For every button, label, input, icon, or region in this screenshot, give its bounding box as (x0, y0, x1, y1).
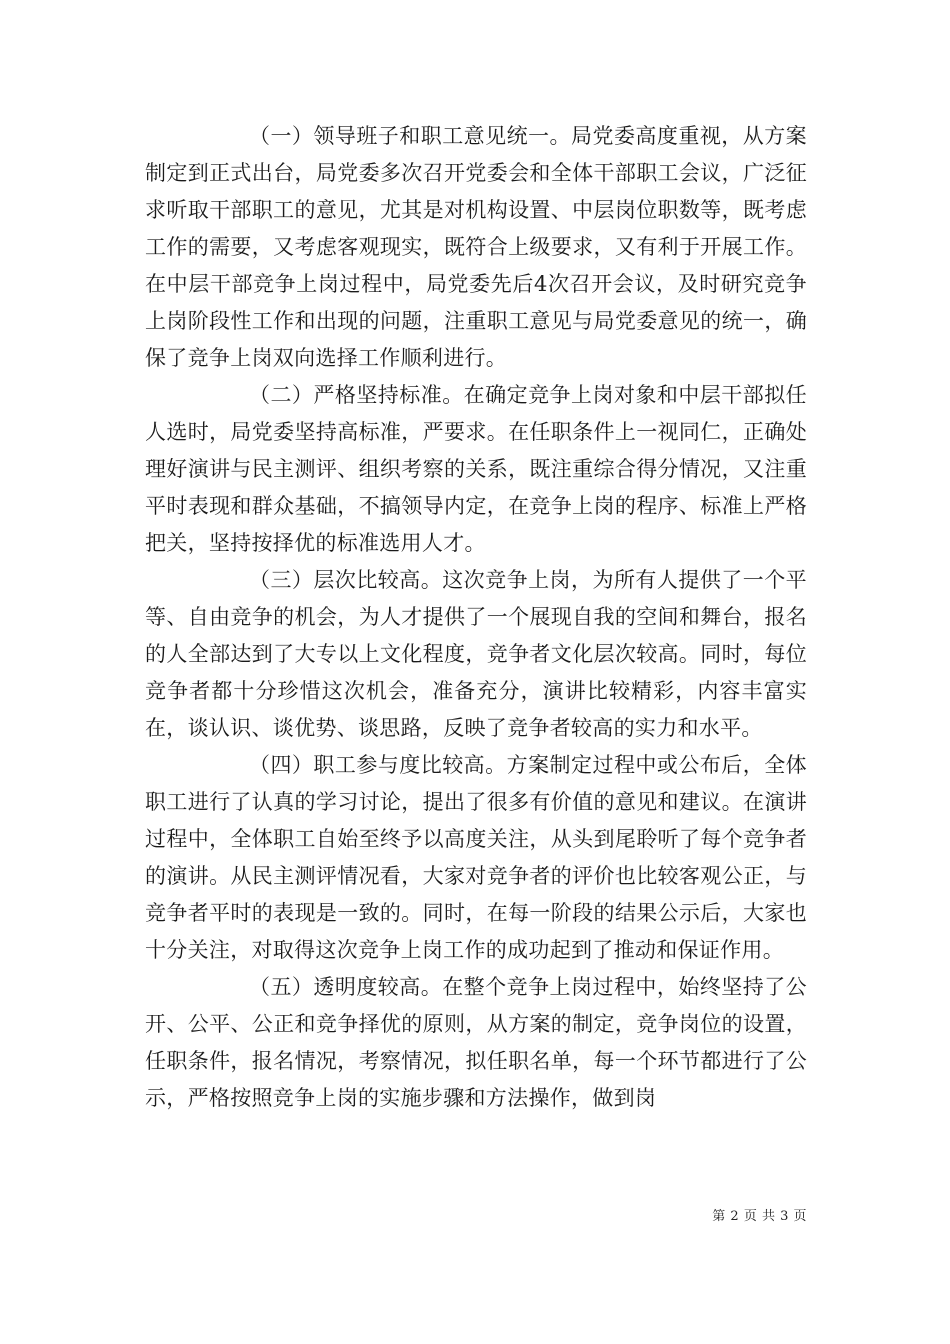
paragraph-high-level: （三）层次比较高。这次竞争上岗，为所有人提供了一个平等、自由竞争的机会，为人才提供了一个展现自我的空间和舞台，报名的人全部达到了大专以上文化程度，竞争者文化层次较高。同时，每位竞争者都十分珍惜这次机会，准备充分，演讲比较精彩，内容丰富实在，谈认识、谈优势、谈思路，反映了竞争者较高的实力和水平。 (145, 568, 807, 740)
paragraph-transparency: （五）透明度较高。在整个竞争上岗过程中，始终坚持了公开、公平、公正和竞争择优的原则，从方案的制定，竞争岗位的设置，任职条件，报名情况，考察情况，拟任职名单，每一个环节都进行了公示，严格按照竞争上岗的实施步骤和方法操作，做到岗 (145, 975, 807, 1110)
page-number-footer: 第 2 页 共 3 页 (712, 1209, 807, 1224)
document-body (145, 118, 807, 1117)
paragraph-strict-standards: （二）严格坚持标准。在确定竞争上岗对象和中层干部拟任人选时，局党委坚持高标准，严要求。在任职条件上一视同仁，正确处理好演讲与民主测评、组织考察的关系，既注重综合得分情况，又注重平时表现和群众基础，不搞领导内定，在竞争上岗的程序、标准上严格把关，坚持按择优的标准选用人才。 (145, 383, 807, 555)
paragraph-leadership-consensus: （一）领导班子和职工意见统一。局党委高度重视，从方案制定到正式出台，局党委多次召开党委会和全体干部职工会议，广泛征求听取干部职工的意见，尤其是对机构设置、中层岗位职数等，既考虑工作的需要，又考虑客观现实，既符合上级要求，又有利于开展工作。在中层干部竞争上岗过程中，局党委先后4次召开会议，及时研究竞争上岗阶段性工作和出现的问题，注重职工意见与局党委意见的统一，确保了竞争上岗双向选择工作顺利进行。 (145, 124, 807, 370)
paragraph-staff-participation: （四）职工参与度比较高。方案制定过程中或公布后，全体职工进行了认真的学习讨论，提出了很多有价值的意见和建议。在演讲过程中，全体职工自始至终予以高度关注，从头到尾聆听了每个竞争者的演讲。从民主测评情况看，大家对竞争者的评价也比较客观公正，与竞争者平时的表现是一致的。同时，在每一阶段的结果公示后，大家也十分关注，对取得这次竞争上岗工作的成功起到了推动和保证作用。 (145, 753, 807, 962)
